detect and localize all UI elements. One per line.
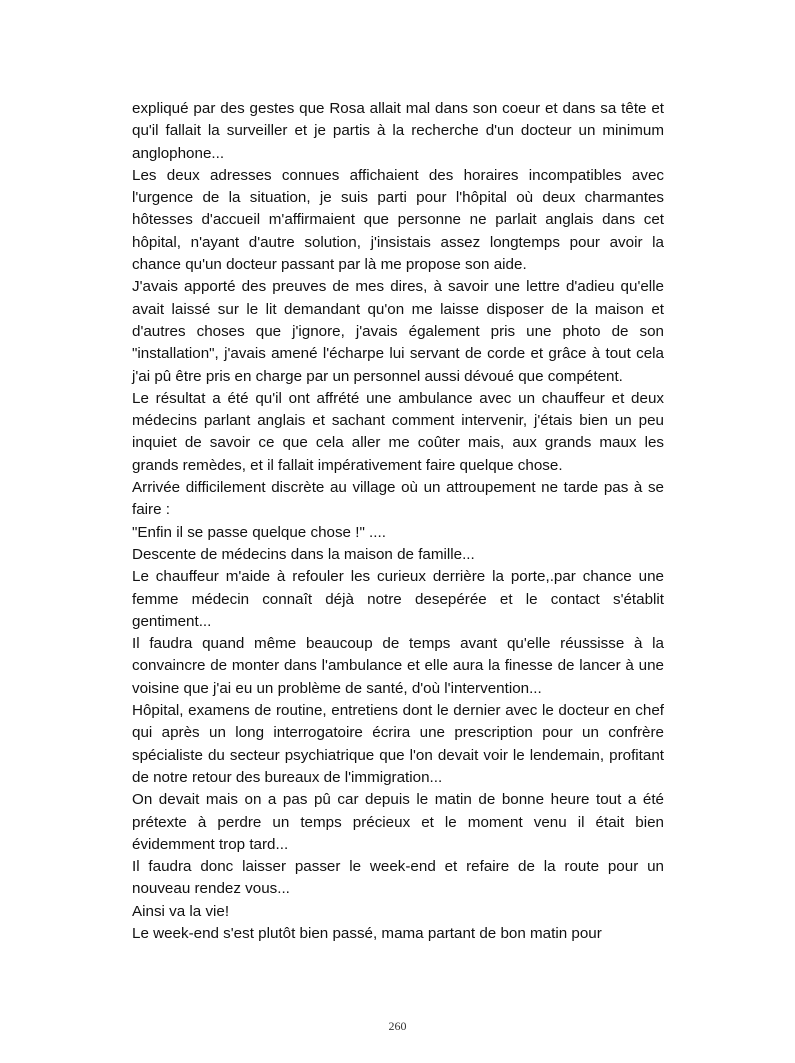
paragraph: Les deux adresses connues affichaient des horaires incompatibles avec l'urgence de la situation, je suis parti pour l'hôpital où deux charmantes hôtesses d'accueil m'affirmaient que personne ne parlait anglais dans cet hôpital, n'ayant d'autre solution, j'insistais assez longtemps pour avoir la chance qu'un docteur passant par là me propose son aide. bbox=[132, 166, 664, 274]
paragraph: J'avais apporté des preuves de mes dires, à savoir une lettre d'adieu qu'elle avait laissé sur le lit demandant qu'on me laisse disposer de la maison et d'autres choses que j'ignore, j'avais également pris une photo de son "installation", j'avais amené l'écharpe lui servant de corde et grâce à tout cela j'ai pû être pris en charge par un personnel aussi dévoué que compétent. bbox=[132, 278, 664, 385]
page-number: 260 bbox=[388, 1019, 407, 1033]
paragraph: expliqué par des gestes que Rosa allait mal dans son coeur et dans sa tête et qu'il fallait la surveiller et je partis à la recherche d'un docteur un minimum anglophone... bbox=[132, 100, 664, 162]
paragraph: Arrivée difficilement discrète au village où un attroupement ne tarde pas à se faire : bbox=[132, 479, 664, 519]
paragraph: Le résultat a été qu'il ont affrété une ambulance avec un chauffeur et deux médecins parlant anglais et sachant comment intervenir, j'étais bien un peu inquiet de savoir ce que cela aller me coûter mais, aux grands maux les grands remèdes, et il fallait impérativement faire quelque chose. bbox=[132, 389, 664, 474]
paragraph: On devait mais on a pas pû car depuis le matin de bonne heure tout a été prétexte à perdre un temps précieux et le moment venu il était bien évidemment trop tard... bbox=[132, 791, 664, 853]
paragraph: "Enfin il se passe quelque chose !" .... bbox=[132, 523, 386, 541]
paragraph: Le week-end s'est plutôt bien passé, mama partant de bon matin pour bbox=[132, 924, 602, 942]
paragraph: Descente de médecins dans la maison de famille... bbox=[132, 545, 475, 563]
paragraph: Le chauffeur m'aide à refouler les curieux derrière la porte,.par chance une femme médecin connaît déjà notre desepérée et le contact s'établit gentiment... bbox=[132, 568, 664, 630]
body-text bbox=[132, 98, 664, 945]
paragraph: Ainsi va la vie! bbox=[132, 902, 230, 920]
paragraph: Hôpital, examens de routine, entretiens dont le dernier avec le docteur en chef qui après un long interrogatoire écrira une prescription pour un confrère spécialiste du secteur psychiatrique que l'on devait voir le lendemain, profitant de notre retour des bureaux de l'immigration... bbox=[132, 702, 664, 786]
paragraph: Il faudra donc laisser passer le week-end et refaire de la route pour un nouveau rendez vous... bbox=[132, 858, 664, 898]
paragraph: Il faudra quand même beaucoup de temps avant qu'elle réussisse à la convaincre de monter dans l'ambulance et elle aura la finesse de lancer à une voisine que j'ai eu un problème de santé, d'où l'intervention... bbox=[132, 635, 664, 697]
